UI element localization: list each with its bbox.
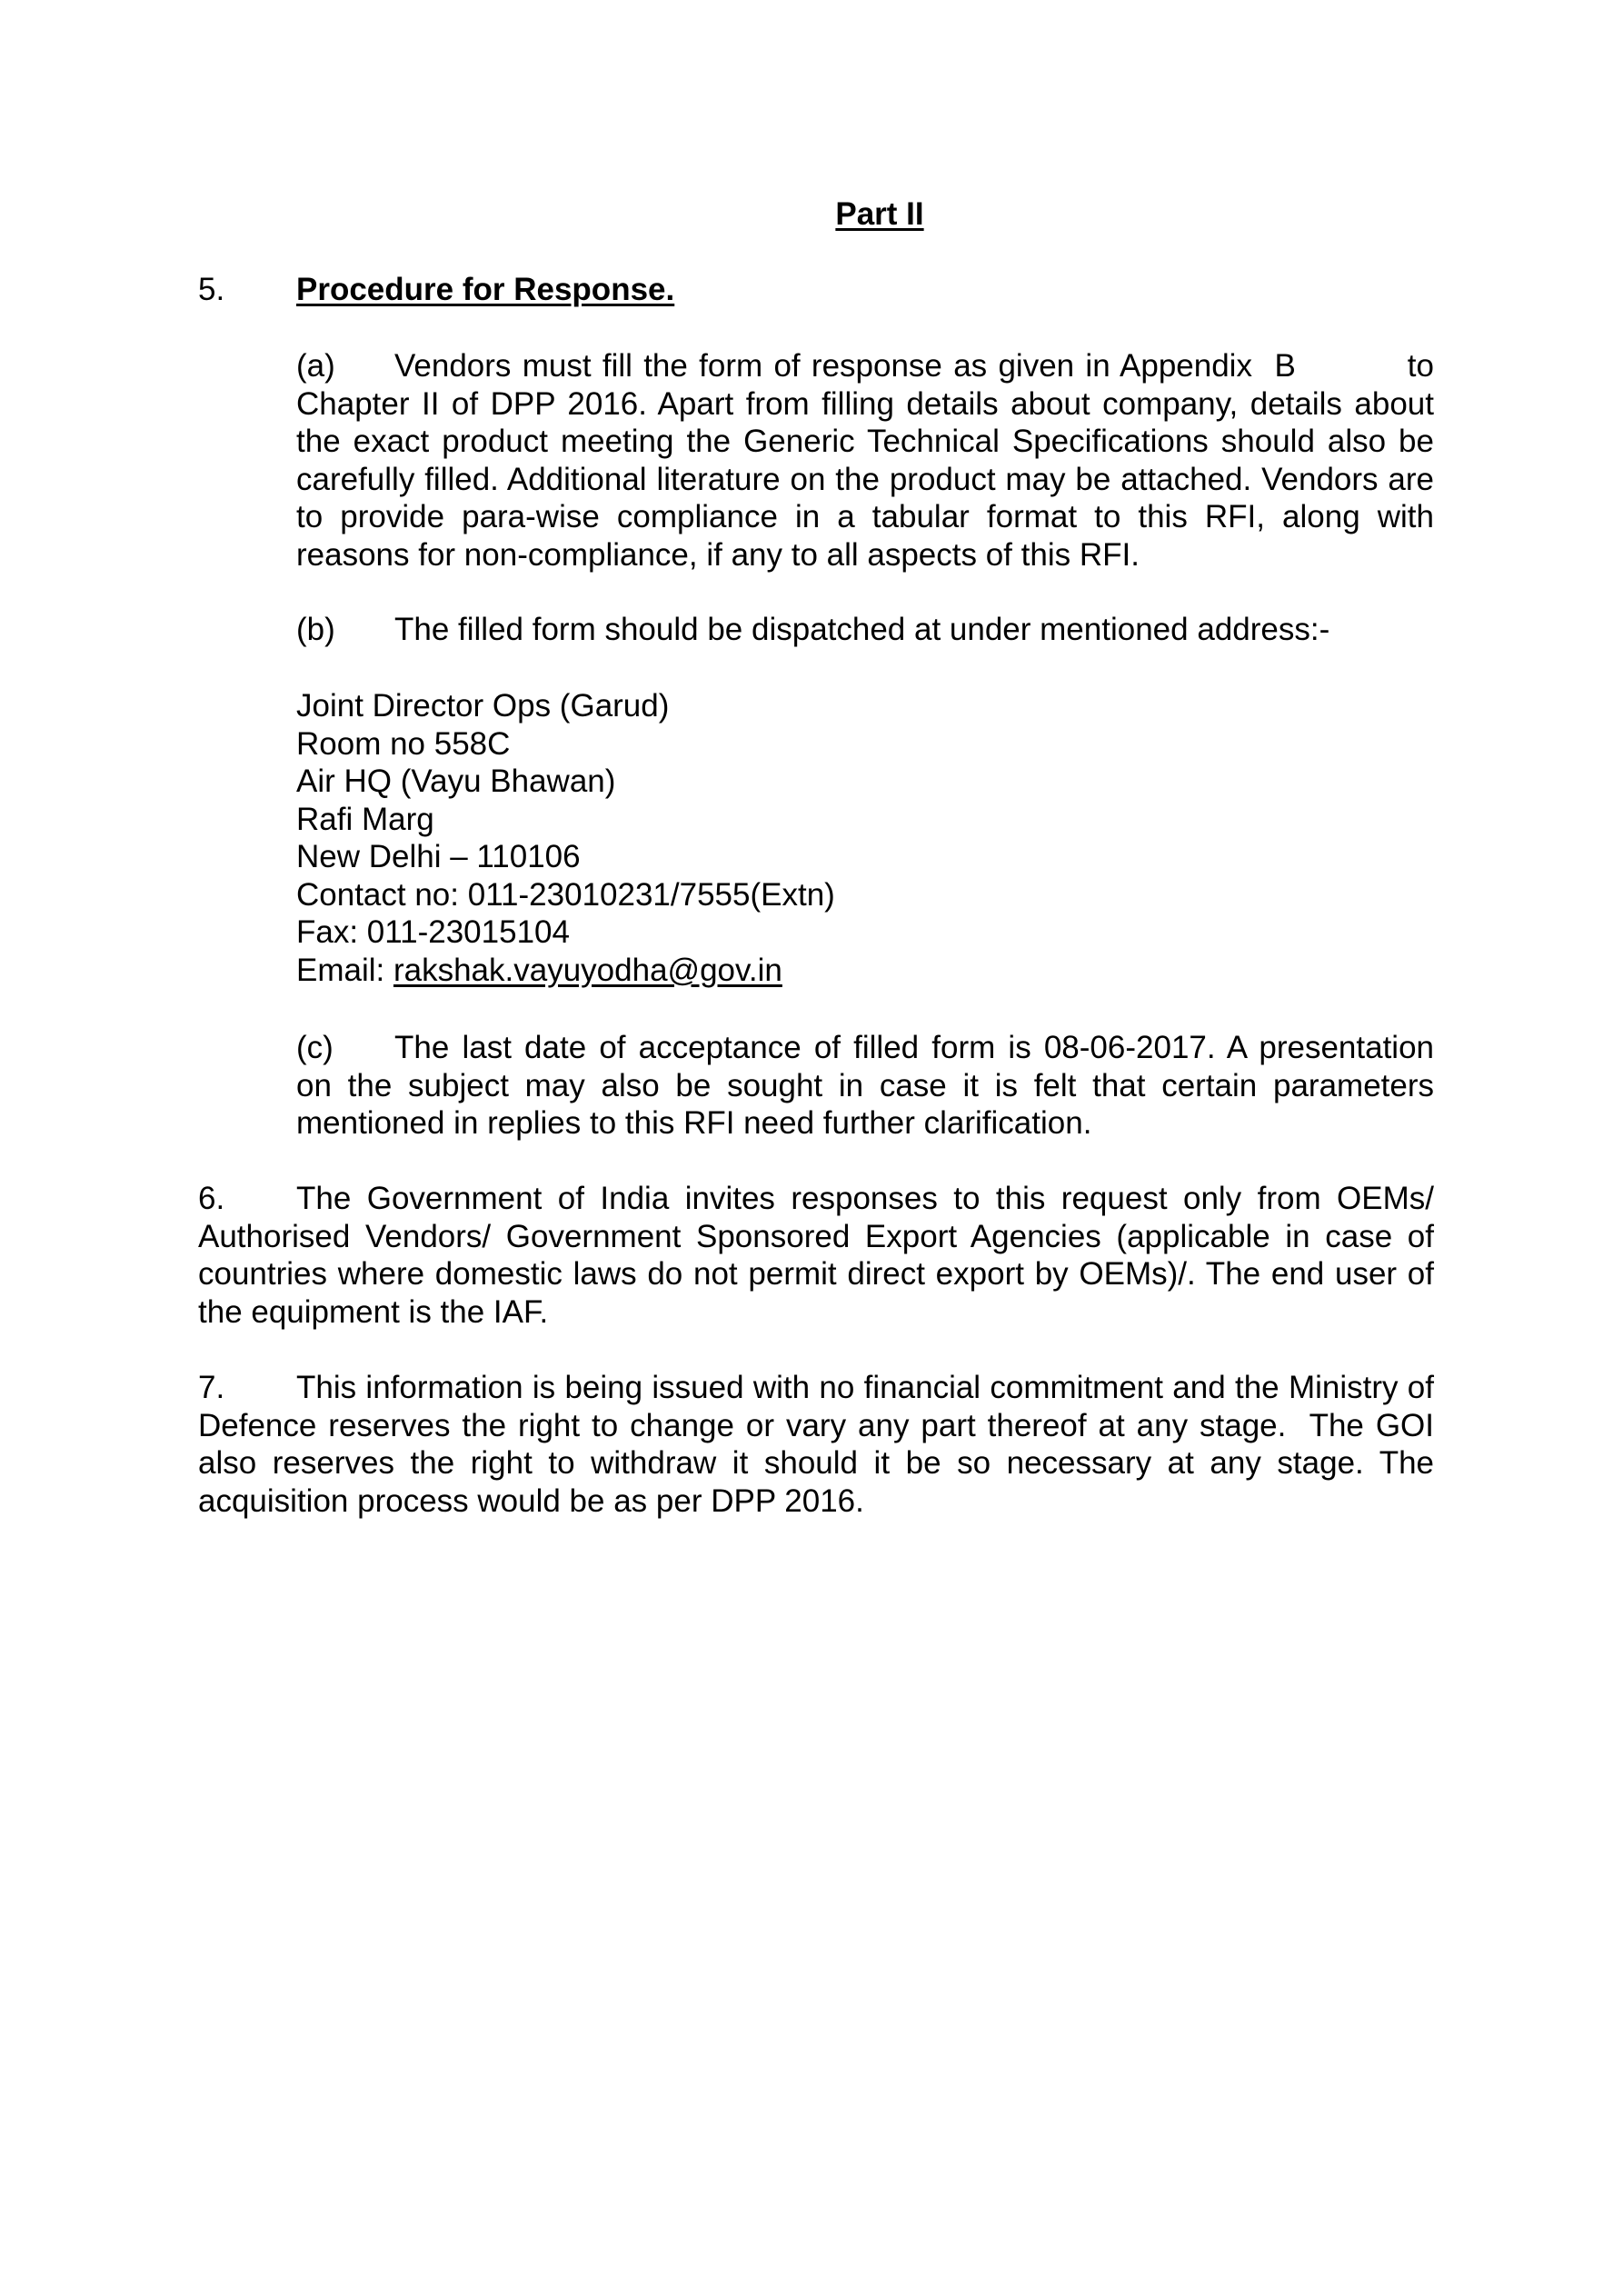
paragraph-6: [198, 1180, 1434, 1331]
email-link[interactable]: rakshak.vayuyodha@gov.in: [393, 952, 782, 988]
part-title: Part II: [835, 196, 924, 232]
paragraph-7: [198, 1369, 1443, 1520]
email-label: Email:: [296, 952, 393, 988]
fax-number: Fax: 011-23015104: [296, 914, 570, 950]
sub-paragraph-label: (a): [296, 348, 335, 384]
sub-paragraph-c: [296, 1029, 1434, 1143]
address-line: Joint Director Ops (Garud): [296, 688, 670, 724]
address-line: Rafi Marg: [296, 801, 434, 837]
sub-paragraph-label: (b): [296, 612, 335, 647]
sub-paragraph-text: The filled form should be dispatched at under mentioned address:-: [394, 612, 1330, 647]
address-line: Room no 558C: [296, 725, 511, 762]
sub-paragraph-label: (c): [296, 1030, 334, 1065]
address-line: New Delhi – 110106: [296, 839, 581, 874]
address-line: Air HQ (Vayu Bhawan): [296, 764, 616, 799]
contact-number: Contact no: 011-23010231/7555(Extn): [296, 876, 835, 913]
sub-paragraph-b: [296, 611, 1434, 649]
sub-paragraph-text: The last date of acceptance of filled form is 08-06-2017. A presentation on the subject may also be sought in case it is felt that certain parameters mentioned in replies to this RFI need further clarification.: [296, 1030, 1434, 1141]
section-number: 5.: [198, 272, 225, 307]
section-title: Procedure for Response.: [296, 272, 675, 307]
paragraph-number: 7.: [198, 1370, 225, 1405]
email-line: [296, 952, 1434, 990]
paragraph-number: 6.: [198, 1181, 225, 1216]
paragraph-text: The Government of India invites responses to this request only from OEMs/ Authorised Vendors/ Government Sponsored Export Agencies (applicable in case of countries where domestic laws do not permit direct export by OEMs)/. The end user of the equipment is the IAF.: [198, 1181, 1434, 1330]
sub-paragraph-text: Vendors must fill the form of response as given in Appendix B to Chapter II of DPP 2016. Apart from filling details about company, details about the exact product meeting the Generic Technical Specifications should also be carefully filled. Additional literature on the product may be attached. Vendors are to provide para-wise compliance in a tabular format to this RFI, along with reasons for non-compliance, if any to all aspects of this RFI.: [296, 348, 1443, 573]
mailing-address: [296, 687, 1434, 989]
sub-paragraph-a: [296, 347, 1443, 574]
paragraph-text: This information is being issued with no financial commitment and the Ministry of Defence reserves the right to change or vary any part thereof at any stage. The GOI also reserves the right to withdraw it should it be so necessary at any stage. The acquisition process would be as per DPP 2016.: [198, 1370, 1443, 1519]
